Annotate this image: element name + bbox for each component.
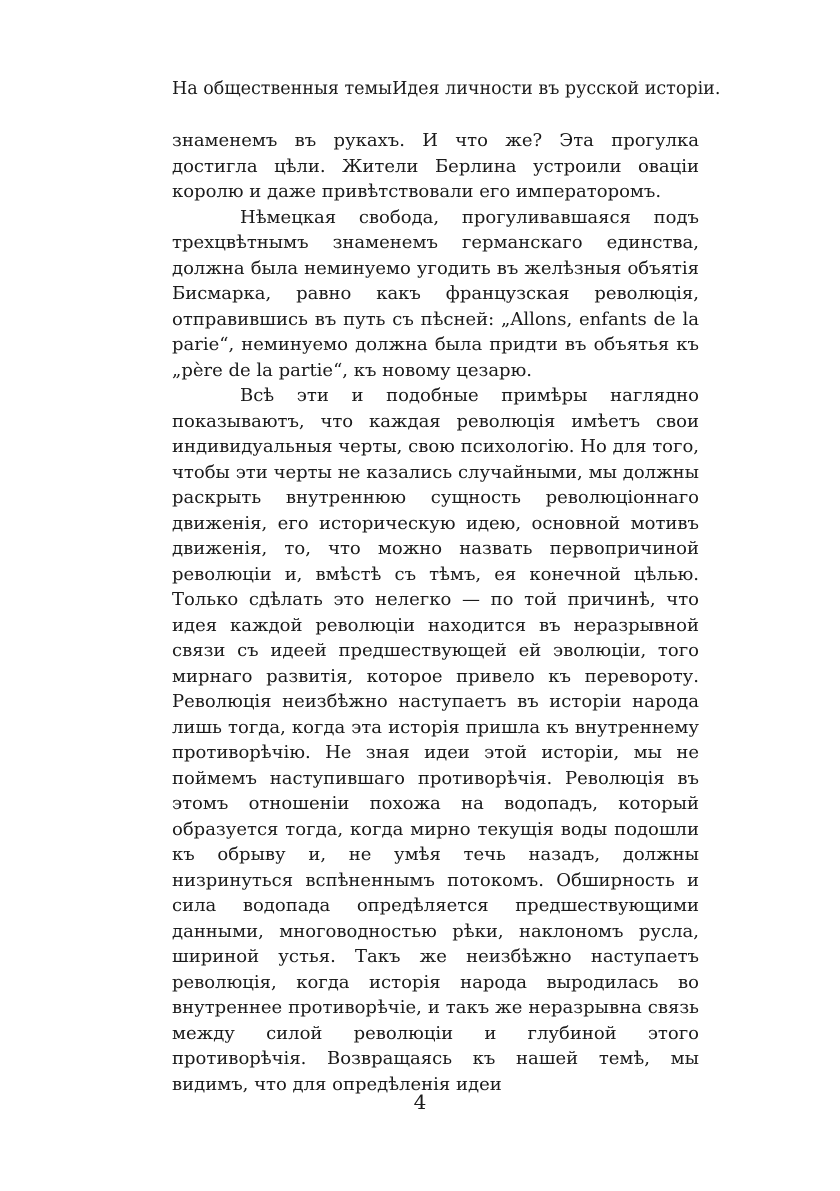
running-header — [172, 78, 721, 100]
paragraph-2: Нѣмецкая свобода, прогуливавшаяся подъ трехцвѣтнымъ знаменемъ германскаго единства, должна была неминуемо угодить въ желѣзныя объятія Бисмарка, равно какъ французская революція, отправившись въ путь съ пѣсней: „Allons, enfants de la parie“, неминуемо должна была придти въ объятья къ „père de la partie“, къ новому цезарю. — [172, 206, 699, 381]
paragraph-3: Всѣ эти и подобные примѣры наглядно показываютъ, что каждая революція имѣетъ свои индивидуальныя черты, свою психологію. Но для того, чтобы эти черты не казались случайными, мы должны раскрыть внутреннюю сущность революціоннаго движенія, его историческую идею, основной мотивъ движенія, то, что можно назвать первопричиной революціи и, вмѣстѣ съ тѣмъ, ея конечной цѣлью. Только сдѣлать это нелегко — по той причинѣ, что идея каждой революціи находится въ неразрывной связи съ идеей предшествующей ей эволюціи, того мирнаго развитія, которое привело къ перевороту. Революція неизбѣжно наступаетъ въ исторіи народа лишь тогда, когда эта исторія пришла къ внутреннему противорѣчію. Не зная идеи этой исторіи, мы не поймемъ наступившаго противорѣчія. Революція въ этомъ отношеніи похожа на водопадъ, который образуется тогда, когда мирно текущія воды подошли къ обрыву и, не умѣя течь назадъ, должны низринуться вспѣненнымъ потокомъ. Обширность и сила водопада опредѣляется предшествующими данными, многоводностью рѣки, наклономъ русла, шириной устья. Такъ же неизбѣжно наступаетъ революція, когда исторія народа выродилась во внутреннее противорѣчіе, и такъ же неразрывна связь между силой революціи и глубиной этого противорѣчія. Возвращаясь къ нашей темѣ, мы видимъ, что для опредѣленія идеи — [172, 385, 699, 1095]
paragraph-1: знаменемъ въ рукахъ. И что же? Эта прогулка достигла цѣли. Жители Берлина устроили оваціи королю и даже привѣтствовали его императоромъ. — [172, 130, 699, 202]
header-right-title: Идея личности въ русской исторіи. — [392, 79, 721, 99]
header-left-title: На общественныя темы — [172, 79, 393, 99]
page-number: 4 — [413, 1090, 427, 1114]
body-text — [172, 128, 699, 1097]
